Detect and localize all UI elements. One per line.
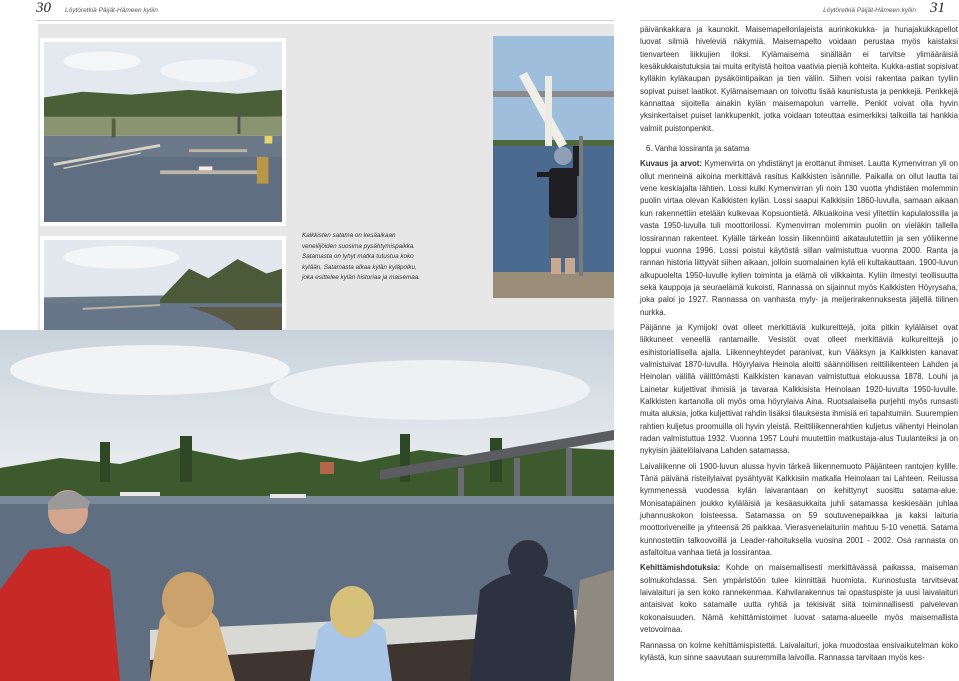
left-page-number: 30 <box>36 0 51 16</box>
left-running-title: Löytöretkiä Päijät-Hämeen kyliin <box>65 7 158 14</box>
harbour-photo <box>40 38 286 226</box>
paragraph-5: Rannassa on kolme kehittämispistettä. Laivalaituri, joka muodostaa ensivaikutelman koko kylästä, kun sinne saavutaan suuremmilla laivoilla. Rannassa tarvitaan myös kes- <box>640 640 958 662</box>
right-header-rule <box>640 20 958 21</box>
ferry-deck-photo <box>0 330 614 681</box>
kuvaus-lead: Kuvaus ja arvot: <box>640 159 703 169</box>
kehittamis-text: Kohde on maisemallisesti merkittävässä paikassa, maiseman solmukohdassa. Sen ympäristöön tulee kiinnittää huomiota. Kunnostusta tarvitsevat laivalaituri ja sen koko rannekenmaa. Kahvilarakennus tai opastuspiste ja uusi laivalaituri antaisivat koko satamalle uutta ryhtiä ja tekisivät siitä toiminnallisesti palvelevan kokonaisuuden. Nämä kehittämistoimet luovat satama-alueelle myös maisemallista vetovoimaa. <box>640 563 958 635</box>
paragraph-2: Päijänne ja Kymijoki ovat olleet merkittäviä kulkureittejä, joita pitkin kyläläiset ovat liikkuneet veneellä rantamaille. Vesistöt ovat olleet merkittäviä kulkureittejä jo esihistoriallisella ajalla. Liikenneyhteydet paranivat, kun Vääksyn ja Kalkkisten kanavat valmistuivat 1870-luvulla. Höyrylaiva Heinola aloitti säännöllisen reittiliikenteen Lahden ja Heinolan välillä välittömästi Kalkkisten kanavan valmistuttua elokuussa 1878. Louhi ja Lainetar kuljettivat ihmisiä ja tavaraa Kalkkisista Heinolaan 1920-luvulta 1950-luvulle. Kalkkisten kartanolla oli myös oma höyrylaiva Aina. Ruotsalaisella purjehti myös runsasti muita aluksia, jotka kuljettivat rahdin lisäksi tilauksesta ihmisiä eri tapahtumiin. Suurempien rahtien kuljetus proomuilla oli hyvin yleistä. Reittiliikennerahtien kuljetus vähentyi Heinolan radan valmistuttua 1932. Vuonna 1957 Louhi muutettiin matkustaja-alus Tuulanteiksi ja on nykyisin jäätelölaivana Lahden satamassa. <box>640 322 958 456</box>
right-page-number: 31 <box>930 0 945 16</box>
left-page-header <box>36 0 158 18</box>
child-at-railing-photo <box>493 36 614 298</box>
paragraph-kuvaus <box>640 158 958 318</box>
right-running-title: Löytöretkiä Päijät-Hämeen kyliin <box>823 7 916 14</box>
section-heading: 6. Vanha lossiranta ja satama <box>646 144 750 154</box>
photo-caption: Kalkkisten satama on kesäaikaan veneilijöiden suosima pysähtymispaikka. Satamasta on lyhyt matka tutustua koko kylään. Satamasta alkaa kylän kyläpolku, joka esittelee kylän historiaa ja maisemaa. <box>302 232 420 282</box>
kehittamis-lead: Kehittämishdotuksia: <box>640 563 721 573</box>
kuvaus-text: Kymenvirta on yhdistänyt ja erottanut ihmiset. Lautta Kymenvirran yli on ollut menneinä aikoina merkittävä rasitus Kalkkisten isännille. Paikalla on ollut lautta tai vene keskiajalta lähtien. Lossi kulki Kymenvirran yli noin 130 vuotta yhdistäen molemmin puolin virtaa olevan Kalkkisten kylän. Lossi saapui Kalkkisiin 1860-luvulla, samaan aikaan kun rakennettiin etelään kulkevaa Kopsuontietä. Alkuaikoina vesi ylitettiin kapulalossilla ja vasta 1950-luvulla tuli moottorilossi. Kymenvirran molemmin puolin on vieläkin tallella lossirannan rakenteet. Kylälle tärkeän lossin liikennöinti aikataulutettiin ja sen yöliikenne loppui vuonna 1996. Lossi poistui käytöstä sillan valmistuttua vuonna 2000. Ranta ja rannan historia liittyvät siihen aikaan, jolloin suomalainen kylä eli kultakauttaan. 1900-luvun alkupuolelta 1950-luvulle kylien toiminta ja elämä oli vilkkainta. Kyliin ilmestyi teollisuutta sekä kauppoja ja seuraelämä kukoisti. Rannassa on sijainnut myös Kalkkisten Höyrysaha, joka paloi jo 1927. Rannassa on vanhasta myly- ja meijerirakennuksesta jäljellä tiilinen nurkka. <box>640 159 958 317</box>
left-header-rule <box>36 20 614 21</box>
paragraph-kehittamis <box>640 562 958 636</box>
right-page-text <box>640 24 958 667</box>
paragraph-top: päivänkakkara ja kaunokit. Maisemapellonlajeista aurinkokukka- ja hunajakukkapellot luovat silmiä hiveleviä näkymiä. Maisemapelto voidaan perustaa myös kaistaksi tienvarteen liikkujien iloksi. Kylämaisema sinällään ei tarvitse ylimääräisiä kesäkukkaistutuksia tai muita erityistä hoitoa vaativia pieniä kohteita. Kukka-astiat sopisivat kylläkin kyläkaupan pysäköintipaikan ja tien väliin. Siihen voisi rakentaa paikan tyyliin sopivat puiset laatikot. Kylämaisemaan on toivottu lisää kaunistusta ja penkkejä. Penkkejä kannattaa sijoitella ainakin kylän maisemapolun varrelle. Penkit voivat olla hyvin yksinkertaiset puiset lankkupenkit, jotka voidaan toteuttaa esimerkiksi talkoilla tai hankkia valmiit puistonpenkit. <box>640 25 958 133</box>
right-page-header <box>823 0 945 18</box>
paragraph-3: Laivaliikenne oli 1900-luvun alussa hyvin tärkeä liikennemuoto Päijänteen rantojen kylille. Tänä päivänä risteilylaivat pysähtyvät Kalkkisiin matkalla Heinolaan tai Lahteen. Reilussa kymmenessä vuodessa kylän laivarantaan on kehittynyt suosittu satama-alue. Monisatapäinen joukko kyläläisiä ja kesäasukkaita juhli satamassa keskiesään juhlaa juhannuskokon loisteessa. Satamassa on 59 soutuvenepaikkaa ja kaksi laituria moottoriveneille ja yhteensä 26 paikkaa. Vierasvenelaituriin mahtuu 5-10 venettä. Satama kunnostettiin talkoovoillä ja Leader-rahoituksella vuosina 2001 - 2002. Osa rannasta on asfaltoitua vanhaa tietä ja lossirantaa. <box>640 461 958 558</box>
